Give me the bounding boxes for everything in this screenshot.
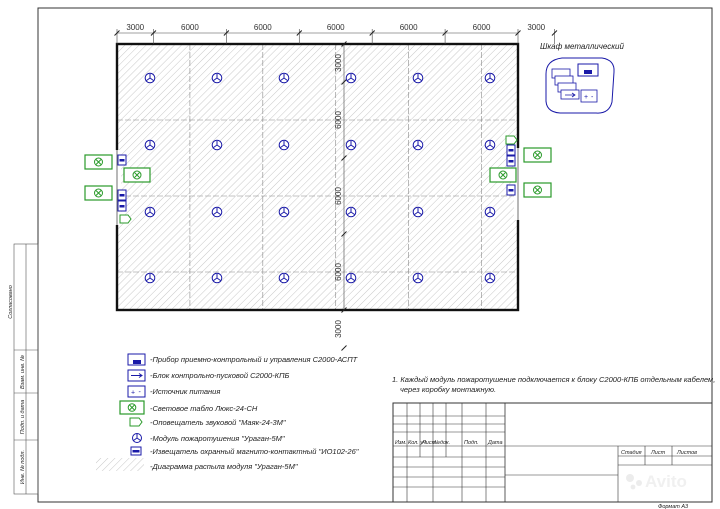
dim-label-top: 6000 bbox=[326, 23, 345, 32]
agreed-label: Согласовано bbox=[8, 285, 14, 319]
legend-text-module: -Модуль пожаротушения "Ураган-5М" bbox=[150, 434, 285, 443]
legend-icon-module bbox=[133, 434, 142, 443]
svg-text:-: - bbox=[591, 94, 594, 101]
legend-icon-kpb bbox=[128, 370, 145, 381]
inv-no-sub-label: Взам. инв. № bbox=[20, 354, 26, 390]
dim-label-top: 6000 bbox=[181, 23, 199, 32]
sounder-right bbox=[506, 136, 517, 144]
col-kol: Кол. уч bbox=[408, 440, 426, 446]
fire-module bbox=[485, 273, 495, 283]
fire-module bbox=[485, 73, 495, 83]
fire-module bbox=[212, 140, 222, 150]
title-block bbox=[393, 403, 712, 509]
dim-label-vertical: 6000 bbox=[334, 111, 343, 129]
dim-label-vertical: 3000 bbox=[334, 54, 343, 72]
col-list: Лист bbox=[422, 440, 437, 446]
col-sign: Подп. bbox=[464, 440, 479, 446]
legend-text-hatch: -Диаграмма распыла модуля "Ураган-5М" bbox=[150, 462, 298, 471]
fire-module bbox=[145, 273, 155, 283]
dim-label-top: 6000 bbox=[472, 23, 491, 32]
dim-label-top: 6000 bbox=[253, 23, 272, 32]
legend-text-sounder: -Оповещатель звуковой "Маяк-24-3М" bbox=[150, 418, 286, 427]
spray-diagram-area bbox=[117, 44, 518, 310]
legend-icon-panel bbox=[128, 354, 145, 365]
dim-label-vertical: 3000 bbox=[334, 320, 343, 338]
legend-text-kpb: -Блок контрольно-пусковой С2000-КПБ bbox=[150, 371, 290, 380]
sheet-label: Лист bbox=[651, 450, 666, 456]
legend bbox=[96, 354, 359, 471]
watermark-text: Avito bbox=[645, 472, 687, 491]
svg-text:+: + bbox=[131, 389, 136, 397]
fire-module bbox=[145, 207, 155, 217]
dim-label-vertical: 6000 bbox=[334, 187, 343, 205]
fire-module bbox=[279, 207, 289, 217]
dimension-chain-top bbox=[115, 23, 557, 44]
fire-module bbox=[346, 140, 356, 150]
fire-module bbox=[279, 140, 289, 150]
stage-label: Стадия bbox=[621, 450, 642, 456]
legend-icon-power bbox=[128, 386, 145, 397]
fire-module bbox=[346, 73, 356, 83]
legend-icon-board bbox=[120, 401, 144, 414]
fire-module bbox=[413, 207, 423, 217]
sheets-label: Листов bbox=[677, 450, 698, 456]
avito-watermark bbox=[626, 472, 687, 491]
fire-module bbox=[413, 273, 423, 283]
fire-module bbox=[485, 207, 495, 217]
svg-text:-: - bbox=[138, 389, 141, 396]
note-line-2: через коробку монтажную. bbox=[400, 385, 497, 394]
cabinet-label: Шкаф металлический bbox=[540, 42, 624, 51]
dim-label-top: 6000 bbox=[399, 23, 418, 32]
fire-module bbox=[212, 73, 222, 83]
dim-label-vertical: 6000 bbox=[334, 263, 343, 281]
dim-label-top: 3000 bbox=[126, 23, 145, 32]
legend-text-board: -Световое табло Люкс-24-СН bbox=[150, 404, 258, 413]
col-izm: Изм. bbox=[395, 440, 407, 446]
legend-icon-sounder bbox=[130, 418, 142, 426]
fire-module bbox=[413, 73, 423, 83]
sounder-left bbox=[120, 215, 131, 223]
legend-icon-hatch bbox=[96, 458, 144, 471]
fire-module bbox=[279, 73, 289, 83]
fire-module bbox=[346, 273, 356, 283]
inv-no-orig-label: Инв. № подл. bbox=[20, 449, 26, 485]
legend-text-panel: -Прибор приемно-контрольный и управления С2000-АСПТ bbox=[150, 355, 358, 364]
fire-module bbox=[145, 140, 155, 150]
note-line-1: 1. Каждый модуль пожаротушение подключается к блоку С2000-КПБ отдельным кабелем, bbox=[392, 375, 716, 384]
fire-module bbox=[346, 207, 356, 217]
fire-module bbox=[145, 73, 155, 83]
metal-cabinet bbox=[540, 42, 624, 113]
sign-date-label: Подп. и дата bbox=[20, 399, 26, 435]
col-date: Дата bbox=[488, 440, 503, 446]
fire-module bbox=[212, 207, 222, 217]
dim-tick-mark bbox=[342, 346, 347, 351]
fire-module bbox=[279, 273, 289, 283]
fire-module bbox=[413, 140, 423, 150]
legend-text-power: -Источник питания bbox=[150, 387, 221, 396]
format-label: Формат А3 bbox=[658, 504, 689, 509]
fire-module bbox=[485, 140, 495, 150]
dim-label-top: 3000 bbox=[527, 23, 546, 32]
svg-text:+: + bbox=[584, 94, 589, 101]
legend-icon-magnet bbox=[131, 447, 141, 455]
legend-text-magnet: -Извещатель охранный магнито-контактный "ИО102-26" bbox=[150, 447, 359, 456]
col-doc: №док. bbox=[434, 440, 451, 446]
fire-module bbox=[212, 273, 222, 283]
cabinet-kpb-blocks bbox=[561, 90, 579, 99]
